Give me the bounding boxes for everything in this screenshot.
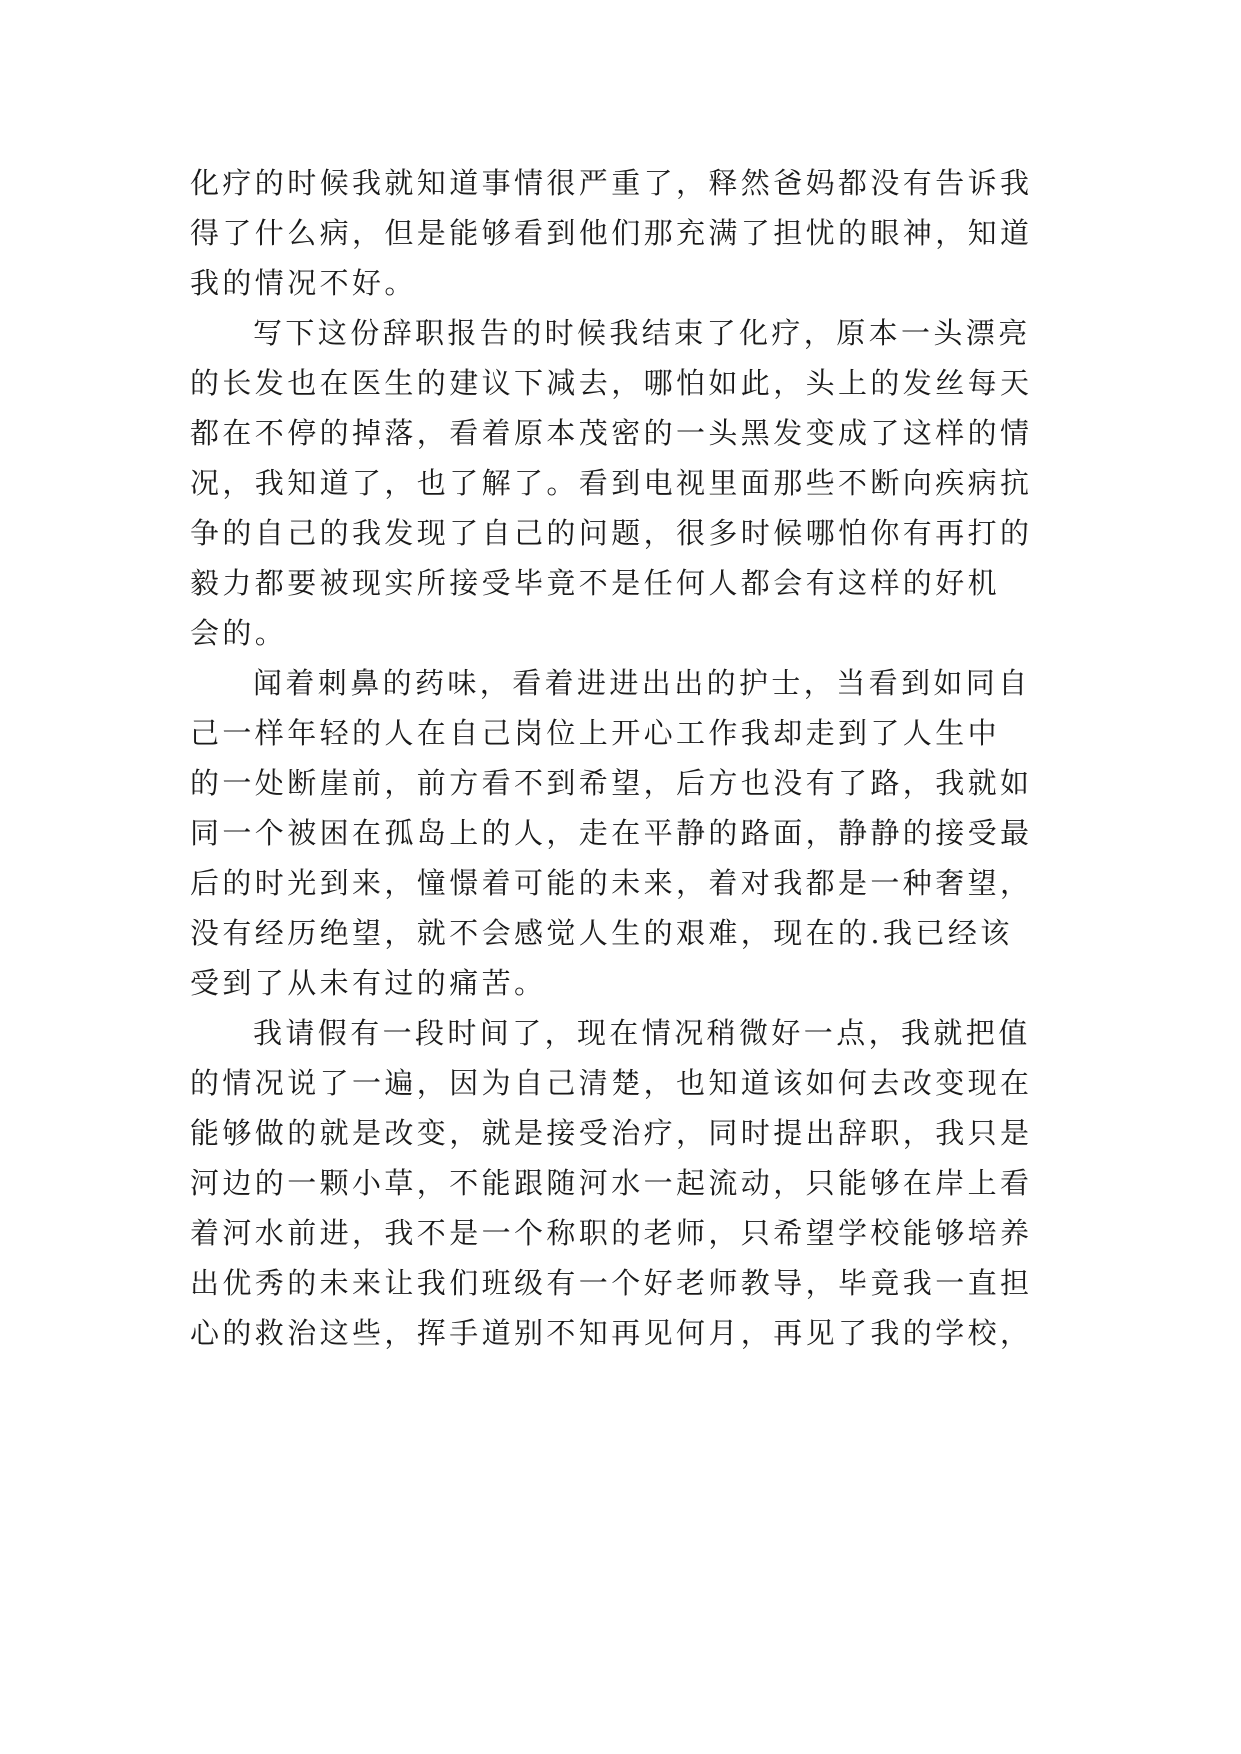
text-line: 争的自己的我发现了自己的问题，很多时候哪怕你有再打的 xyxy=(190,516,1033,550)
text-line: 己一样年轻的人在自己岗位上开心工作我却走到了人生中 xyxy=(190,716,1001,750)
text-line: 的长发也在医生的建议下减去，哪怕如此，头上的发丝每天 xyxy=(190,366,1033,400)
text-line: 得了什么病，但是能够看到他们那充满了担忧的眼神，知道 xyxy=(190,216,1033,250)
text-line: 会的。 xyxy=(190,616,288,650)
paragraph-1 xyxy=(190,158,1052,308)
text-line: 能够做的就是改变，就是接受治疗，同时提出辞职，我只是 xyxy=(190,1116,1033,1150)
paragraph-2 xyxy=(190,308,1052,658)
text-line: 没有经历绝望，就不会感觉人生的艰难，现在的.我已经该 xyxy=(190,916,1013,950)
text-line: 出优秀的未来让我们班级有一个好老师教导，毕竟我一直担 xyxy=(190,1266,1033,1300)
paragraph-4 xyxy=(190,1008,1052,1358)
text-line: 受到了从未有过的痛苦。 xyxy=(190,966,547,1000)
text-line: 我请假有一段时间了，现在情况稍微好一点，我就把值 xyxy=(253,1016,1031,1050)
text-line: 着河水前进，我不是一个称职的老师，只希望学校能够培养 xyxy=(190,1216,1033,1250)
text-line: 的情况说了一遍，因为自己清楚，也知道该如何去改变现在 xyxy=(190,1066,1033,1100)
text-line: 毅力都要被现实所接受毕竟不是任何人都会有这样的好机 xyxy=(190,566,1001,600)
text-line: 后的时光到来，憧憬着可能的未来，着对我都是一种奢望， xyxy=(190,866,1033,900)
text-line: 同一个被困在孤岛上的人，走在平静的路面，静静的接受最 xyxy=(190,816,1033,850)
document-body xyxy=(190,158,1052,1358)
paragraph-3 xyxy=(190,658,1052,1008)
text-line: 都在不停的掉落，看着原本茂密的一头黑发变成了这样的情 xyxy=(190,416,1033,450)
text-line: 我的情况不好。 xyxy=(190,266,417,300)
text-line: 况，我知道了，也了解了。看到电视里面那些不断向疾病抗 xyxy=(190,466,1033,500)
text-line: 写下这份辞职报告的时候我结束了化疗，原本一头漂亮 xyxy=(253,316,1031,350)
text-line: 河边的一颗小草，不能跟随河水一起流动，只能够在岸上看 xyxy=(190,1166,1033,1200)
text-line: 化疗的时候我就知道事情很严重了，释然爸妈都没有告诉我 xyxy=(190,166,1033,200)
text-line: 的一处断崖前，前方看不到希望，后方也没有了路，我就如 xyxy=(190,766,1033,800)
text-line: 闻着刺鼻的药味，看着进进出出的护士，当看到如同自 xyxy=(253,666,1031,700)
text-line: 心的救治这些，挥手道别不知再见何月，再见了我的学校， xyxy=(190,1316,1033,1350)
